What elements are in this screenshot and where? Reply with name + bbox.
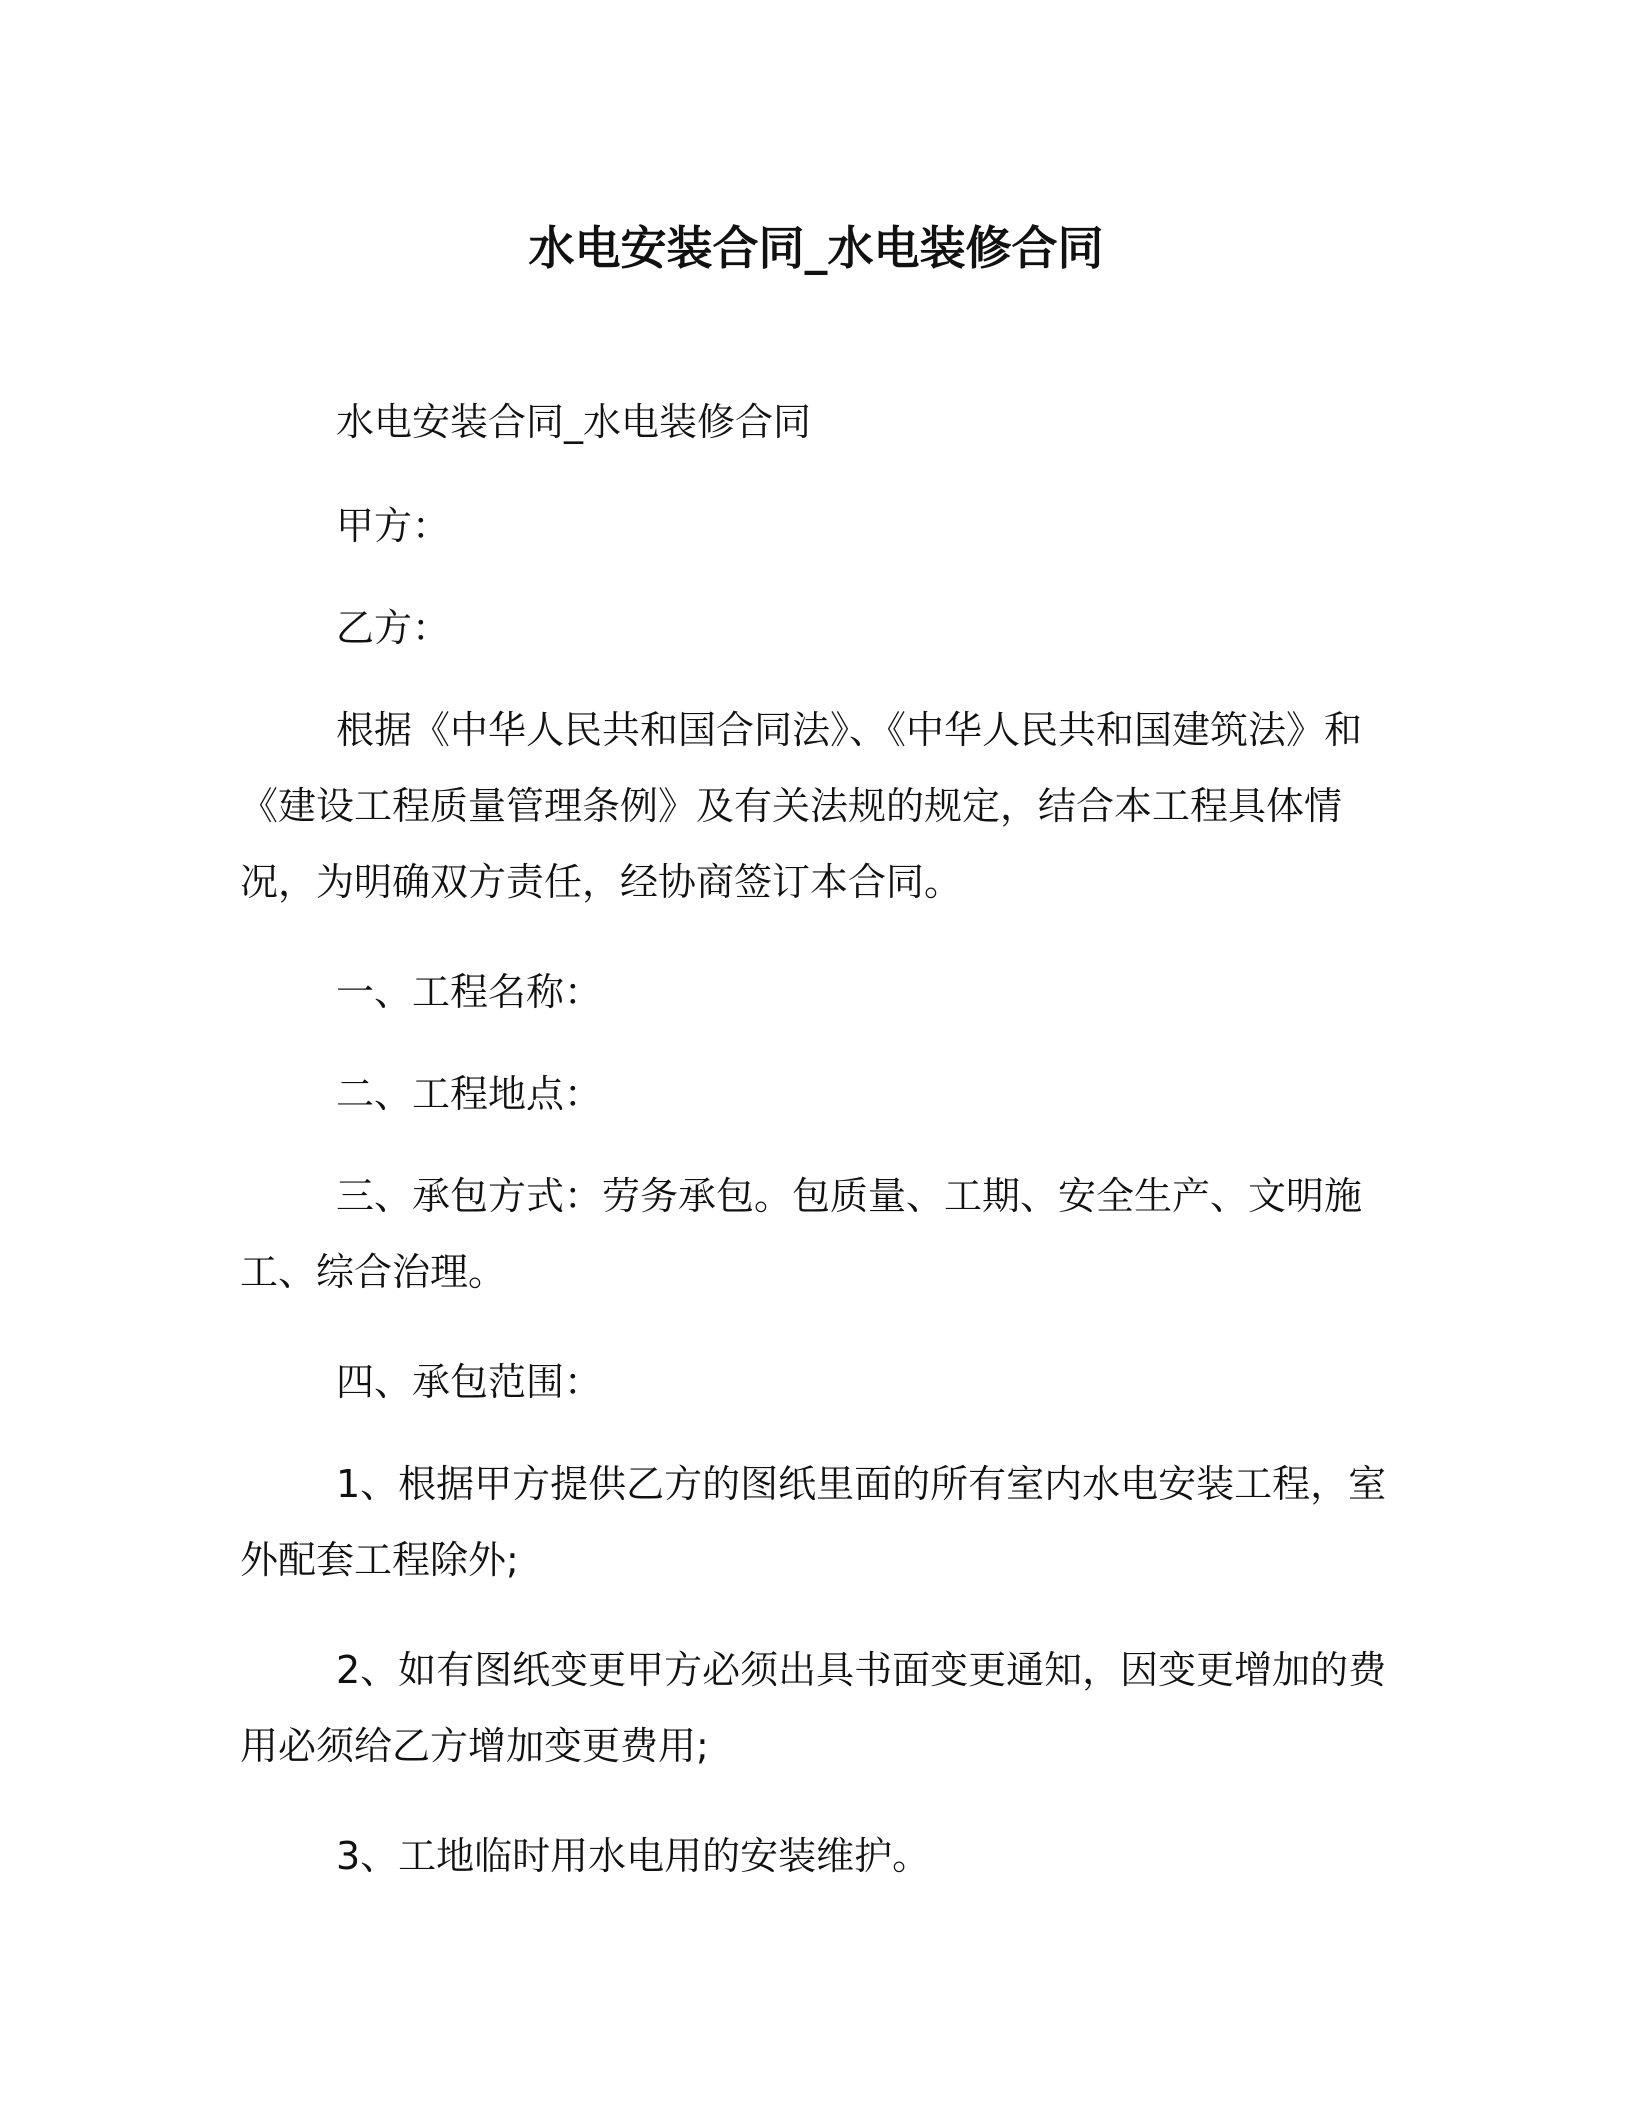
document-title: 水电安装合同_水电装修合同 [528,221,1104,275]
paragraph-contract-method: 三、承包方式：劳务承包。包质量、工期、安全生产、文明施工、综合治理。 [240,1174,1363,1294]
paragraph-scope-item-2: 2、如有图纸变更甲方必须出具书面变更通知，因变更增加的费用必须给乙方增加变更费用; [240,1648,1387,1768]
paragraph-preamble: 根据《中华人民共和国合同法》、《中华人民共和国建筑法》和《建设工程质量管理条例》及有关法规的规定，结合本工程具体情况，为明确双方责任，经协商签订本合同。 [240,708,1363,904]
paragraph-contract-scope: 四、承包范围： [336,1360,603,1404]
paragraph-project-location: 二、工程地点： [336,1072,603,1116]
paragraph-party-a: 甲方： [336,504,451,548]
paragraph-scope-item-3: 3、工地临时用水电用的安装维护。 [336,1834,931,1878]
paragraph-party-b: 乙方： [336,606,451,650]
paragraph-subtitle: 水电安装合同_水电装修合同 [336,400,812,444]
paragraph-scope-item-1: 1、根据甲方提供乙方的图纸里面的所有室内水电安装工程，室外配套工程除外; [240,1462,1387,1582]
paragraph-project-name: 一、工程名称： [336,970,603,1014]
